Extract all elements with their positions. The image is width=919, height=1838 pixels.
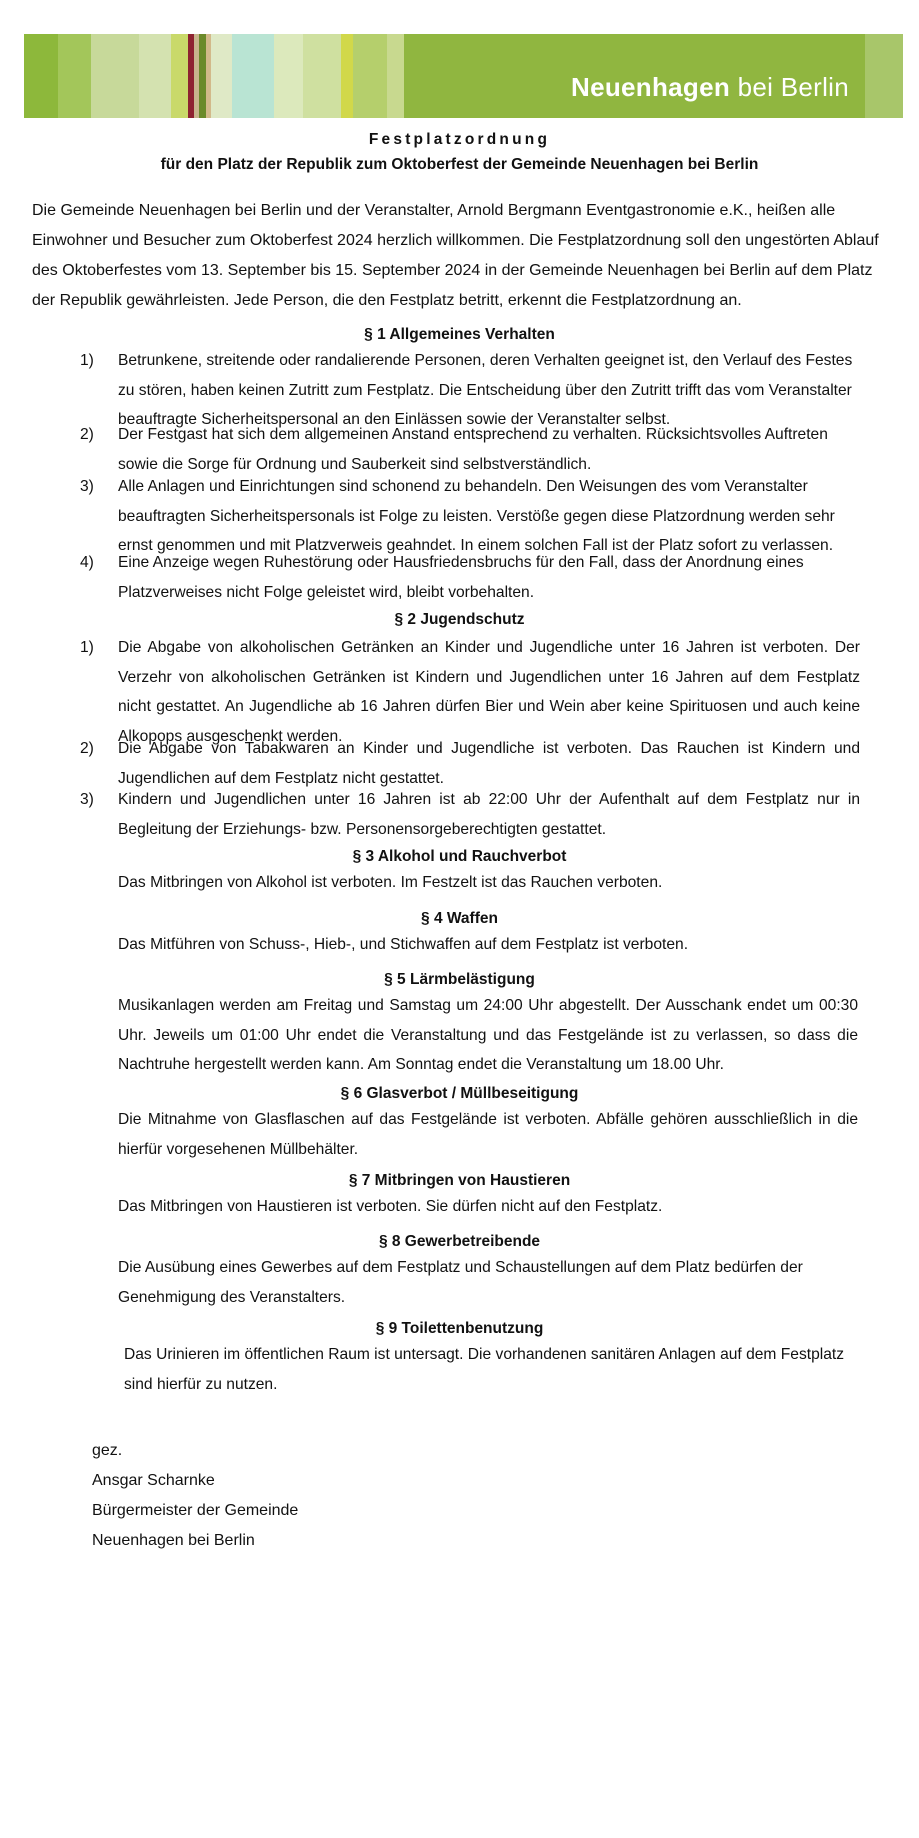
- section-6-text: Die Mitnahme von Glasflaschen auf das Festgelände ist verboten. Abfälle gehören ausschließlich in die hierfür vorgesehenen Müllbehälter.: [118, 1111, 858, 1158]
- item-text: Die Abgabe von alkoholischen Getränken an Kinder und Jugendliche unter 16 Jahren ist verboten. Der Verzehr von alkoholischen Getränken ist Kindern und Jugendlichen unter 16 Jahren auf dem Festplatz nicht gestattet. An Jugendliche ab 16 Jahren dürfen Bier und Wein aber keine Spirituosen und auch keine Alkopops ausgeschenkt werden.: [118, 639, 860, 745]
- section-3-title: § 3 Alkohol und Rauchverbot: [352, 848, 567, 865]
- section-9-title: § 9 Toilettenbenutzung: [375, 1320, 544, 1337]
- item-text: Alle Anlagen und Einrichtungen sind schonend zu behandeln. Den Weisungen des vom Veranstalter beauftragten Sicherheitspersonals ist Folge zu leisten. Verstöße gegen diese Platzordnung werden sehr ernst genommen und mit Platzverweis geahndet. In einem solchen Fall ist der Platz sofort zu verlassen.: [118, 478, 835, 554]
- section-7-text: Das Mitbringen von Haustieren ist verboten. Sie dürfen nicht auf den Festplatz.: [118, 1198, 663, 1215]
- signatory-role: Bürgermeister der Gemeinde: [92, 1502, 299, 1519]
- logo-rest-text: bei Berlin: [737, 72, 849, 102]
- item-number: 3): [80, 791, 94, 808]
- section-5-text: Musikanlagen werden am Freitag und Samstag um 24:00 Uhr abgestellt. Der Ausschank endet um 00:30 Uhr. Jeweils um 01:00 Uhr endet die Veranstaltung und das Festgelände ist zu verlassen, so dass die Nachtruhe hergestellt werden kann. Am Sonntag endet die Veranstaltung um 18.00 Uhr.: [118, 997, 858, 1073]
- section-8-text: Die Ausübung eines Gewerbes auf dem Festplatz und Schaustellungen auf dem Platz bedürfen der Genehmigung des Veranstalters.: [118, 1259, 803, 1306]
- item-text: Der Festgast hat sich dem allgemeinen Anstand entsprechend zu verhalten. Rücksichtsvolles Auftreten sowie die Sorge für Ordnung und Sauberkeit sind selbstverständlich.: [118, 426, 828, 473]
- section-7-title: § 7 Mitbringen von Haustieren: [348, 1172, 571, 1189]
- item-text: Kindern und Jugendlichen unter 16 Jahren ist ab 22:00 Uhr der Aufenthalt auf dem Festplatz nur in Begleitung der Erziehungs- bzw. Personensorgeberechtigten gestattet.: [118, 791, 860, 838]
- document-subtitle: für den Platz der Republik zum Oktoberfest der Gemeinde Neuenhagen bei Berlin: [160, 156, 759, 173]
- section-9-text: Das Urinieren im öffentlichen Raum ist untersagt. Die vorhandenen sanitären Anlagen auf dem Festplatz sind hierfür zu nutzen.: [124, 1346, 845, 1393]
- signature-prefix: gez.: [92, 1442, 123, 1459]
- signatory-name: Ansgar Scharnke: [92, 1472, 215, 1489]
- section-4-text: Das Mitführen von Schuss-, Hieb-, und Stichwaffen auf dem Festplatz ist verboten.: [118, 936, 689, 953]
- item-number: 1): [80, 639, 94, 656]
- section-1-title: § 1 Allgemeines Verhalten: [364, 326, 555, 343]
- header-banner: [24, 34, 903, 118]
- item-number: 1): [80, 352, 94, 369]
- item-number: 2): [80, 740, 94, 757]
- section-5-title: § 5 Lärmbelästigung: [384, 971, 535, 988]
- item-number: 4): [80, 554, 94, 571]
- section-3-text: Das Mitbringen von Alkohol ist verboten. Im Festzelt ist das Rauchen verboten.: [118, 874, 663, 891]
- section-4-title: § 4 Waffen: [421, 910, 498, 927]
- signatory-municipality: Neuenhagen bei Berlin: [92, 1532, 255, 1549]
- logo-bold-text: Neuenhagen: [571, 72, 731, 102]
- item-number: 2): [80, 426, 94, 443]
- municipality-logo: [571, 72, 849, 103]
- section-2-title: § 2 Jugendschutz: [394, 611, 525, 628]
- section-6-title: § 6 Glasverbot / Müllbeseitigung: [340, 1085, 579, 1102]
- item-text: Betrunkene, streitende oder randalierende Personen, deren Verhalten geeignet ist, den Verlauf des Festes zu stören, haben keinen Zutritt zum Festplatz. Die Entscheidung über den Zutritt trifft das vom Veranstalter beauftragte Sicherheitspersonal an den Einlässen sowie der Veranstalter selbst.: [118, 352, 853, 428]
- section-8-title: § 8 Gewerbetreibende: [378, 1233, 541, 1250]
- document-title: Festplatzordnung: [368, 131, 551, 148]
- intro-paragraph: Die Gemeinde Neuenhagen bei Berlin und der Veranstalter, Arnold Bergmann Eventgastronomie e.K., heißen alle Einwohner und Besucher zum Oktoberfest 2024 herzlich willkommen. Die Festplatzordnung soll den ungestörten Ablauf des Oktoberfestes vom 13. September bis 15. September 2024 in der Gemeinde Neuenhagen bei Berlin auf dem Platz der Republik gewährleisten. Jede Person, die den Festplatz betritt, erkennt die Festplatzordnung an.: [32, 202, 879, 309]
- item-number: 3): [80, 478, 94, 495]
- item-text: Eine Anzeige wegen Ruhestörung oder Hausfriedensbruchs für den Fall, dass der Anordnung eines Platzverweises nicht Folge geleistet wird, bleibt vorbehalten.: [118, 554, 804, 601]
- item-text: Die Abgabe von Tabakwaren an Kinder und Jugendliche ist verboten. Das Rauchen ist Kindern und Jugendlichen auf dem Festplatz nicht gestattet.: [118, 740, 860, 787]
